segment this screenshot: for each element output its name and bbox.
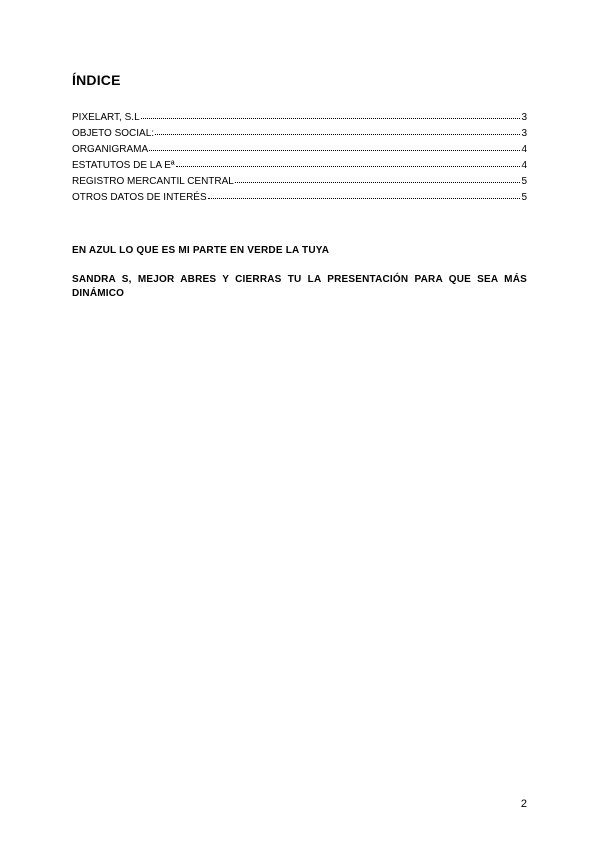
toc-dot-leader — [141, 107, 521, 119]
toc-entry[interactable] — [72, 108, 527, 124]
toc-entry[interactable] — [72, 188, 527, 204]
note-presentation: SANDRA S, MEJOR ABRES Y CIERRAS TU LA PRESENTACIÓN PARA QUE SEA MÁS DINÁMICO — [72, 274, 527, 299]
toc-heading: ÍNDICE — [72, 72, 121, 88]
toc-dot-leader — [176, 155, 521, 167]
toc-entry-title: ESTATUTOS DE LA Eª — [72, 160, 175, 171]
toc-entry-title: OBJETO SOCIAL: — [72, 128, 155, 139]
toc-dot-leader — [235, 171, 521, 183]
page-number: 2 — [520, 798, 527, 810]
toc-entry[interactable] — [72, 140, 527, 156]
toc-entry-page: 4 — [521, 144, 527, 155]
toc-entry-page: 3 — [521, 112, 527, 123]
toc-entry-page: 5 — [521, 192, 527, 203]
toc-entry-title: OTROS DATOS DE INTERÉS — [72, 192, 207, 203]
toc-entry[interactable] — [72, 124, 527, 140]
toc-entry-title: ORGANIGRAMA — [72, 144, 149, 155]
toc-entry-page: 3 — [521, 128, 527, 139]
toc-dot-leader — [208, 187, 521, 199]
toc-entry-title: REGISTRO MERCANTIL CENTRAL — [72, 176, 234, 187]
toc-entry-page: 4 — [521, 160, 527, 171]
toc-dot-leader — [149, 139, 520, 151]
toc-entry[interactable] — [72, 172, 527, 188]
toc-entry-page: 5 — [521, 176, 527, 187]
toc-dot-leader — [155, 123, 520, 135]
toc-entry[interactable] — [72, 156, 527, 172]
toc-entry-title: PIXELART, S.L — [72, 112, 140, 123]
note-color-coding: EN AZUL LO QUE ES MI PARTE EN VERDE LA TUYA — [72, 245, 330, 256]
table-of-contents — [72, 108, 527, 204]
